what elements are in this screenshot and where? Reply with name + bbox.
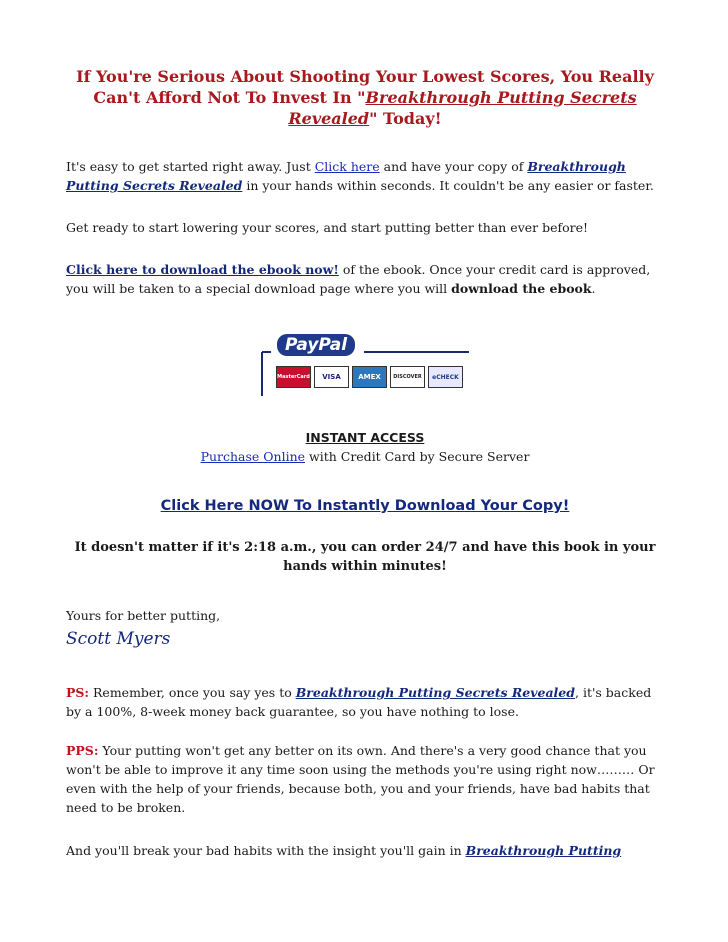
pps-text: Your putting won't get any better on its own. And there's a very good chance that you won't be able to improve it any time soon using the methods you're using right now……… Or even with the help of your friends, because both, you and your friends, have bad habits that need to be broken. bbox=[66, 743, 655, 815]
headline-book-title: Breakthrough Putting Secrets Revealed bbox=[288, 88, 637, 128]
download-now-button[interactable]: Click Here NOW To Instantly Download Your Copy! bbox=[160, 498, 570, 514]
pps-label: PPS: bbox=[66, 743, 99, 758]
document-page bbox=[66, 66, 664, 298]
ready-paragraph: Get ready to start lowering your scores, and start putting better than ever before! bbox=[66, 220, 589, 235]
purchase-line bbox=[66, 447, 664, 466]
ps-label: PS: bbox=[66, 685, 90, 700]
paypal-logo: PayPal bbox=[277, 334, 355, 356]
headline bbox=[66, 66, 664, 129]
discover-icon: DISCOVER bbox=[390, 366, 425, 388]
intro-paragraph bbox=[66, 157, 664, 195]
download-paragraph bbox=[66, 260, 664, 298]
closing-line: Yours for better putting, bbox=[66, 608, 221, 623]
download-bold: download the ebook bbox=[451, 281, 592, 296]
purchase-rest: with Credit Card by Secure Server bbox=[305, 449, 530, 464]
echeck-icon: eCHECK bbox=[428, 366, 463, 388]
book-title-link[interactable]: Breakthrough Putting Secrets Revealed bbox=[66, 159, 626, 193]
pps-paragraph bbox=[66, 741, 664, 817]
lower-content bbox=[66, 428, 664, 860]
card-logos bbox=[276, 366, 463, 388]
ps-book-link[interactable]: Breakthrough Putting Secrets Revealed bbox=[295, 685, 575, 700]
intro-text-b: and have your copy of bbox=[379, 159, 528, 174]
headline-text: If You're Serious About Shooting Your Lowest Scores, You Really Can't Afford Not To Invest In " bbox=[76, 67, 654, 107]
click-here-link[interactable]: Click here bbox=[314, 159, 380, 174]
amex-icon: AMEX bbox=[352, 366, 387, 388]
mastercard-icon: MasterCard bbox=[276, 366, 311, 388]
headline-end: " Today! bbox=[369, 109, 442, 128]
final-paragraph bbox=[66, 841, 664, 860]
ps-paragraph bbox=[66, 683, 664, 721]
intro-text-c: in your hands within seconds. It couldn't be any easier or faster. bbox=[242, 178, 654, 193]
visa-icon: VISA bbox=[314, 366, 349, 388]
download-text-a: of the ebook. Once your credit card is approved, you will be taken to a special download page where you will bbox=[66, 262, 651, 296]
instant-access-title: INSTANT ACCESS bbox=[305, 430, 425, 445]
order-anytime: It doesn't matter if it's 2:18 a.m., you can order 24/7 and have this book in your hands within minutes! bbox=[74, 540, 656, 574]
download-ebook-link[interactable]: Click here to download the ebook now! bbox=[66, 262, 339, 277]
ps-text-b: , it's backed by a 100%, 8-week money back guarantee, so you have nothing to lose. bbox=[66, 685, 652, 719]
final-text: And you'll break your bad habits with the insight you'll gain in bbox=[66, 843, 466, 858]
instant-access bbox=[66, 428, 664, 447]
cta-line bbox=[66, 496, 664, 516]
final-book-link[interactable]: Breakthrough Putting bbox=[465, 843, 622, 858]
intro-text-a: It's easy to get started right away. Just bbox=[66, 159, 315, 174]
purchase-online-link[interactable]: Purchase Online bbox=[200, 449, 306, 464]
signature: Scott Myers bbox=[66, 629, 171, 649]
ps-text-a: Remember, once you say yes to bbox=[89, 685, 296, 700]
download-text-b: . bbox=[591, 281, 596, 296]
